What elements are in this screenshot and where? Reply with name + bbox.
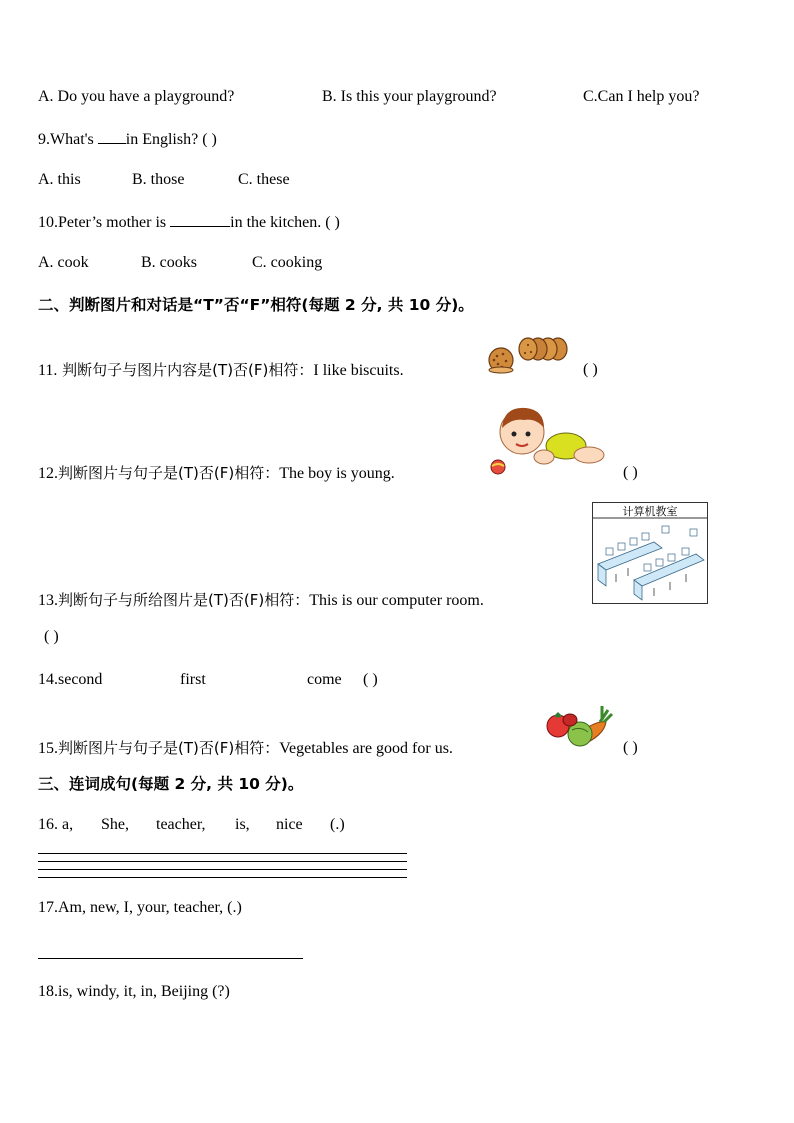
section3-heading: 三、连词成句(每题 2 分, 共 10 分)。	[38, 775, 304, 793]
q9-blank[interactable]	[98, 129, 126, 144]
q9-option-b: B. those	[132, 171, 185, 188]
q13-answer-paren[interactable]: ( )	[44, 628, 59, 645]
q12-number: 12.	[38, 465, 58, 482]
crawling-baby-image	[484, 400, 606, 480]
q17-answer-line[interactable]	[38, 958, 303, 959]
q16-word-3: teacher,	[156, 816, 206, 833]
q14-answer-paren[interactable]: ( )	[363, 671, 378, 688]
q8-option-c: C.Can I help you?	[583, 88, 700, 105]
q10-suffix: in the kitchen. ( )	[230, 214, 340, 231]
q11-instruction: 判断句子与图片内容是(T)否(F)相符：	[57, 361, 314, 379]
q12-question	[38, 463, 395, 484]
q16-answer-line-1[interactable]	[38, 853, 407, 854]
vegetables-image	[544, 700, 614, 752]
q10-option-a: A. cook	[38, 254, 89, 271]
q14-word-second: 14.second	[38, 671, 103, 688]
q11-question	[38, 360, 404, 381]
q16-word-2: She,	[101, 816, 129, 833]
q16-answer-line-2[interactable]	[38, 861, 407, 862]
q15-number: 15.	[38, 740, 58, 757]
q9-prefix: 9.What's	[38, 131, 98, 148]
q13-sentence: This is our computer room.	[309, 592, 484, 609]
q11-number: 11.	[38, 362, 58, 379]
q10-question	[38, 212, 340, 233]
q9-question	[38, 129, 217, 150]
q17-question: 17.Am, new, I, your, teacher, (.)	[38, 899, 242, 916]
q15-question	[38, 738, 453, 759]
q16-word-4: is,	[235, 816, 250, 833]
q12-sentence: The boy is young.	[279, 465, 395, 482]
q8-option-a: A. Do you have a playground?	[38, 88, 235, 105]
q15-answer-paren[interactable]: ( )	[623, 739, 638, 756]
q13-instruction: 判断句子与所给图片是(T)否(F)相符：	[58, 591, 310, 609]
computer-room-image	[592, 502, 708, 604]
q16-answer-line-3[interactable]	[38, 869, 407, 870]
q14-word-come: come	[307, 671, 342, 688]
q11-sentence: I like biscuits.	[313, 362, 404, 379]
q14-word-first: first	[180, 671, 206, 688]
q9-suffix: in English? ( )	[125, 131, 217, 148]
q10-option-c: C. cooking	[252, 254, 323, 271]
q16-word-6: (.)	[330, 816, 345, 833]
biscuits-image	[488, 333, 570, 375]
section2-heading: 二、判断图片和对话是“T”否“F”相符(每题 2 分, 共 10 分)。	[38, 296, 474, 314]
q15-instruction: 判断图片与句子是(T)否(F)相符：	[58, 739, 280, 757]
q15-sentence: Vegetables are good for us.	[279, 740, 453, 757]
q16-word-1: 16. a,	[38, 816, 74, 833]
q10-option-b: B. cooks	[141, 254, 197, 271]
q13-question	[38, 590, 484, 611]
q12-instruction: 判断图片与句子是(T)否(F)相符：	[58, 464, 280, 482]
q9-option-c: C. these	[238, 171, 290, 188]
q9-option-a: A. this	[38, 171, 81, 188]
q18-question: 18.is, windy, it, in, Beijing (?)	[38, 983, 230, 1000]
q10-prefix: 10.Peter’s mother is	[38, 214, 171, 231]
q13-number: 13.	[38, 592, 58, 609]
q10-blank[interactable]	[170, 212, 230, 227]
q11-answer-paren[interactable]: ( )	[583, 361, 598, 378]
computer-room-caption: 计算机教室	[622, 505, 678, 518]
q8-option-b: B. Is this your playground?	[322, 88, 497, 105]
q16-word-5: nice	[276, 816, 303, 833]
q12-answer-paren[interactable]: ( )	[623, 464, 638, 481]
q16-answer-line-4[interactable]	[38, 877, 407, 878]
